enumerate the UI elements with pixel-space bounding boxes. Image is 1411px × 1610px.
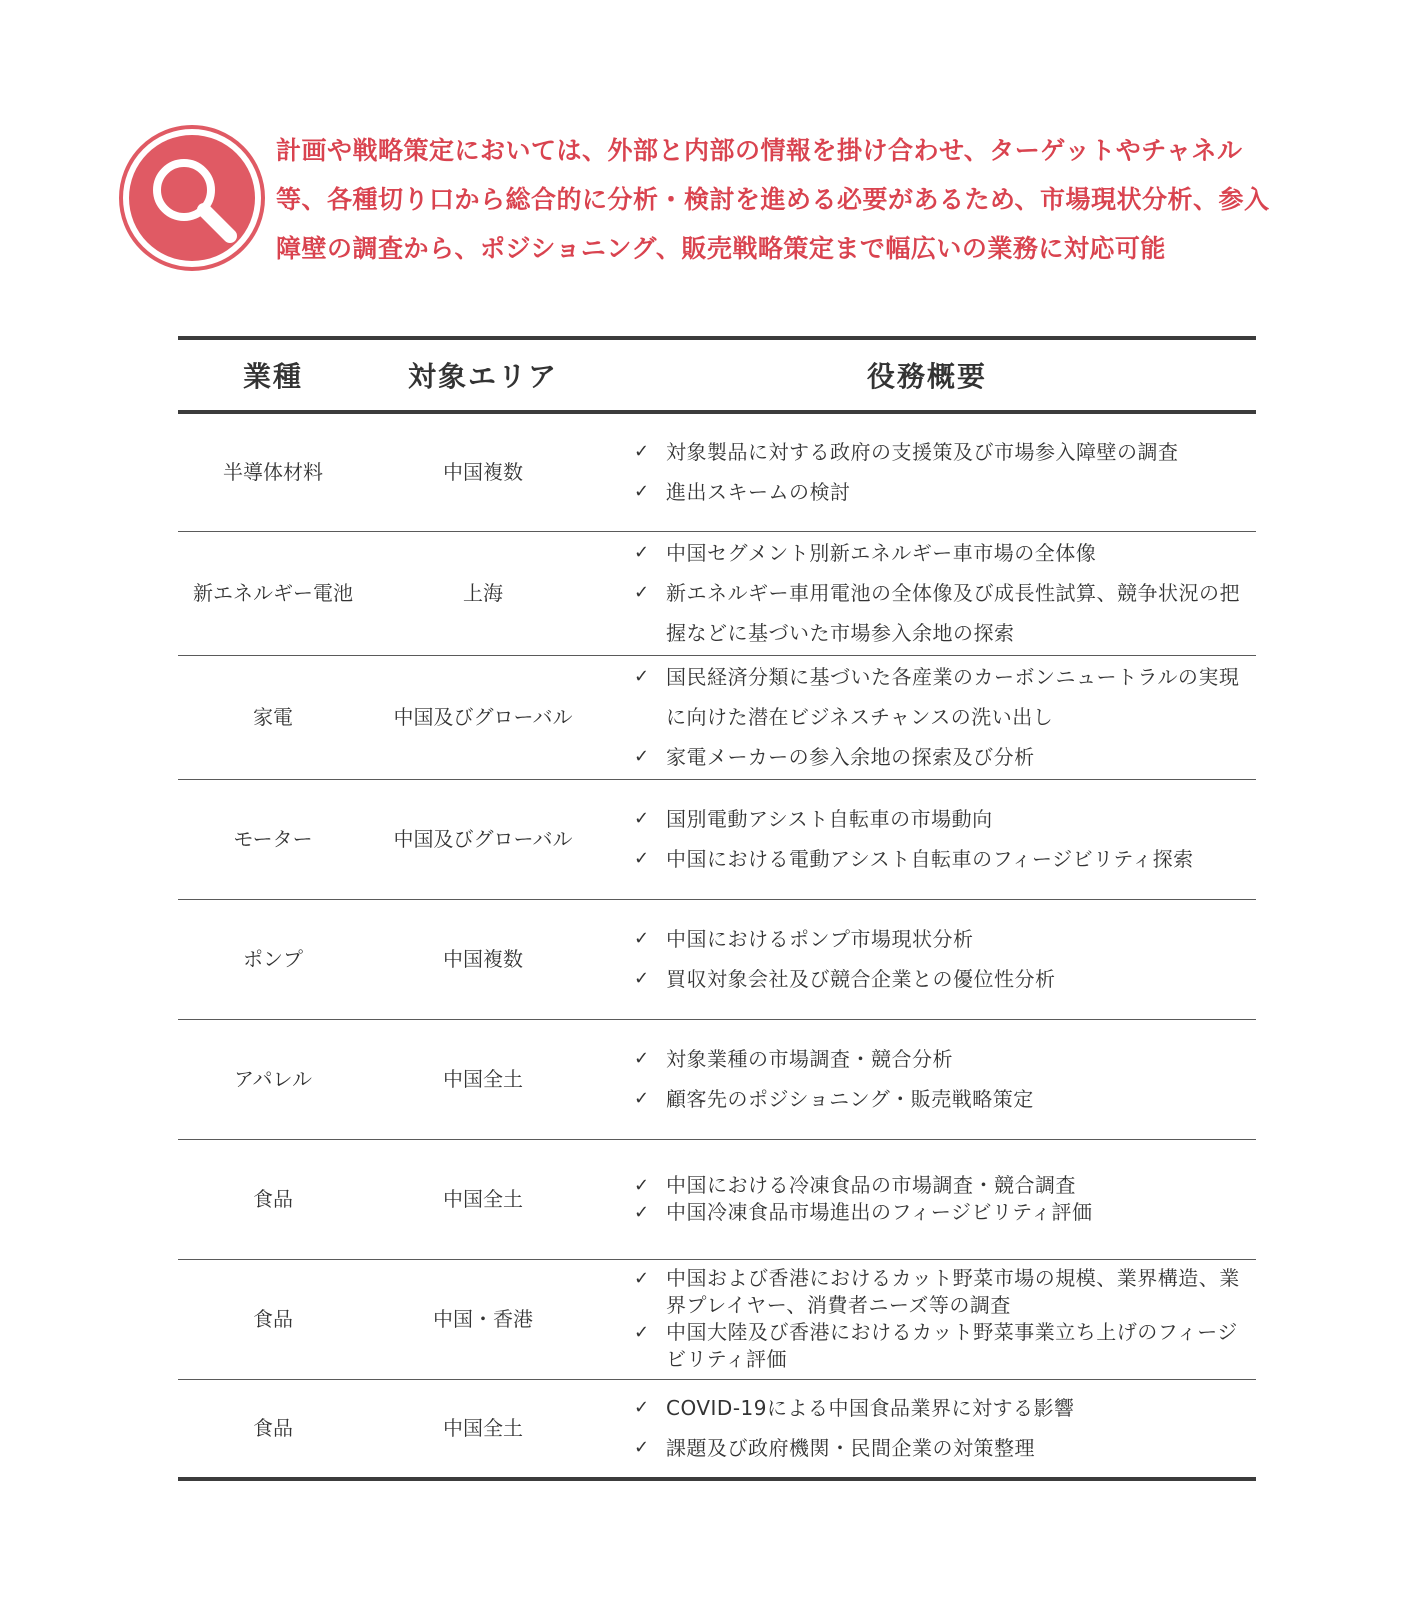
task-text: 課題及び政府機関・民間企業の対策整理: [666, 1436, 1035, 1461]
task-text: 対象製品に対する政府の支援策及び市場参入障壁の調査: [666, 440, 1179, 465]
industry-cell: 食品: [253, 1416, 293, 1441]
task-item: [634, 1199, 1250, 1226]
task-item: [634, 472, 1250, 512]
check-icon: ✓: [634, 1175, 650, 1196]
industry-cell: ポンプ: [243, 947, 303, 971]
summary-cell: [598, 412, 1256, 531]
task-text: 中国セグメント別新エネルギー車市場の全体像: [666, 541, 1097, 565]
check-icon: ✓: [634, 968, 650, 989]
check-icon: ✓: [634, 1202, 650, 1223]
table-row: [178, 779, 1256, 899]
check-icon: ✓: [634, 481, 650, 503]
table-header-row: [178, 338, 1256, 412]
check-icon: ✓: [634, 666, 650, 687]
summary-cell: [598, 1019, 1256, 1139]
task-text: 新エネルギー車用電池の全体像及び成長性試算、競争状況の把握などに基づいた市場参入余地の探索: [666, 581, 1240, 645]
check-icon: ✓: [634, 1397, 650, 1419]
check-icon: ✓: [634, 1437, 650, 1459]
search-icon: [118, 124, 266, 272]
area-cell: 中国全土: [443, 1067, 523, 1091]
task-item: [634, 959, 1250, 999]
task-item: [634, 919, 1250, 959]
summary-cell: [598, 899, 1256, 1019]
area-cell: 中国・香港: [433, 1307, 533, 1331]
check-icon: ✓: [634, 1268, 650, 1289]
summary-cell: [598, 655, 1256, 779]
area-cell: 上海: [463, 581, 503, 605]
task-item: [634, 799, 1250, 839]
summary-cell: [598, 779, 1256, 899]
summary-cell: [598, 531, 1256, 655]
services-table: [178, 336, 1256, 1481]
table-row: [178, 531, 1256, 655]
task-item: [634, 1388, 1250, 1428]
table-row: [178, 1259, 1256, 1379]
header-area: 対象エリア: [407, 360, 558, 393]
task-text: 対象業種の市場調査・競合分析: [666, 1047, 953, 1071]
task-item: [634, 432, 1250, 472]
check-icon: ✓: [634, 848, 650, 869]
area-cell: 中国全土: [443, 1416, 523, 1441]
area-cell: 中国及びグローバル: [393, 705, 573, 729]
table-row: [178, 1019, 1256, 1139]
task-item: [634, 1039, 1250, 1079]
task-item: [634, 533, 1250, 573]
check-icon: ✓: [634, 542, 650, 563]
task-text: 進出スキームの検討: [666, 480, 851, 505]
intro-section: [118, 118, 1278, 278]
table-row: [178, 899, 1256, 1019]
area-cell: 中国複数: [443, 947, 523, 971]
check-icon: ✓: [634, 582, 650, 603]
task-text: 国別電動アシスト自転車の市場動向: [666, 807, 993, 831]
summary-cell: [598, 1379, 1256, 1479]
industry-cell: 家電: [253, 705, 293, 729]
task-item: [634, 657, 1250, 737]
table-row: [178, 412, 1256, 531]
summary-cell: [598, 1139, 1256, 1259]
task-text: 中国におけるポンプ市場現状分析: [666, 927, 974, 951]
task-item: [634, 1079, 1250, 1119]
task-item: [634, 839, 1250, 879]
table-row: [178, 1379, 1256, 1479]
area-cell: 中国複数: [443, 460, 523, 485]
intro-text: 計画や戦略策定においては、外部と内部の情報を掛け合わせ、ターゲットやチャネル等、各種切り口から総合的に分析・検討を進める必要があるため、市場現状分析、参入障壁の調査から、ポジショニング、販売戦略策定まで幅広いの業務に対応可能: [276, 136, 1270, 263]
task-text: 中国冷凍食品市場進出のフィージビリティ評価: [666, 1200, 1093, 1224]
task-text: COVID-19による中国食品業界に対する影響: [666, 1396, 1075, 1421]
industry-cell: 食品: [253, 1187, 293, 1211]
area-cell: 中国及びグローバル: [393, 827, 573, 851]
table-row: [178, 655, 1256, 779]
task-item: [634, 1172, 1250, 1199]
task-text: 国民経済分類に基づいた各産業のカーボンニュートラルの実現に向けた潜在ビジネスチャンスの洗い出し: [666, 665, 1240, 729]
industry-cell: 半導体材料: [223, 460, 323, 485]
task-text: 中国および香港におけるカット野菜市場の規模、業界構造、業界プレイヤー、消費者ニーズ等の調査: [666, 1266, 1240, 1317]
area-cell: 中国全土: [443, 1187, 523, 1211]
task-item: [634, 1319, 1250, 1373]
check-icon: ✓: [634, 1048, 650, 1069]
check-icon: ✓: [634, 1088, 650, 1109]
summary-cell: [598, 1259, 1256, 1379]
task-text: 家電メーカーの参入余地の探索及び分析: [666, 745, 1035, 769]
task-item: [634, 1265, 1250, 1319]
header-industry: 業種: [242, 360, 303, 393]
task-text: 顧客先のポジショニング・販売戦略策定: [666, 1087, 1034, 1111]
check-icon: ✓: [634, 1322, 650, 1343]
industry-cell: アパレル: [234, 1067, 312, 1091]
table-row: [178, 1139, 1256, 1259]
task-text: 中国における冷凍食品の市場調査・競合調査: [666, 1173, 1076, 1197]
task-text: 中国における電動アシスト自転車のフィージビリティ探索: [666, 847, 1194, 871]
industry-cell: モーター: [233, 827, 313, 851]
check-icon: ✓: [634, 808, 650, 829]
task-item: [634, 573, 1250, 653]
task-item: [634, 737, 1250, 777]
check-icon: ✓: [634, 928, 650, 949]
task-text: 中国大陸及び香港におけるカット野菜事業立ち上げのフィージビリティ評価: [666, 1320, 1238, 1371]
task-text: 買収対象会社及び競合企業との優位性分析: [666, 967, 1056, 991]
header-summary: 役務概要: [866, 360, 987, 393]
task-item: [634, 1428, 1250, 1468]
industry-cell: 食品: [253, 1307, 293, 1331]
check-icon: ✓: [634, 441, 650, 463]
industry-cell: 新エネルギー電池: [193, 581, 353, 605]
check-icon: ✓: [634, 746, 650, 767]
